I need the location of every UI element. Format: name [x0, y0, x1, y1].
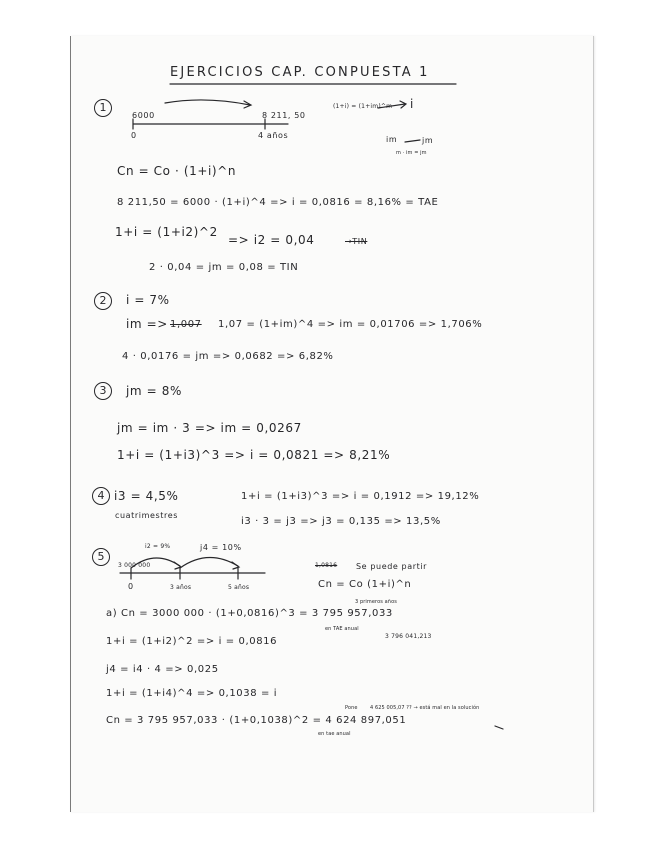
ex3-equation-2: 1+i = (1+i3)^3 => i = 0,0821 => 8,21%	[117, 448, 391, 462]
ex2-equation-1b: 1,07 = (1+im)^4 => im = 0,01706 => 1,706%	[218, 319, 483, 330]
ex1-note-im: im	[386, 135, 398, 144]
ex1-initial-capital: 6000	[132, 111, 155, 120]
ex5-small-tae: en TAE anual	[325, 626, 359, 632]
ex4-equation-1: 1+i = (1+i3)^3 => i = 0,1912 => 19,12%	[241, 491, 480, 502]
ex1-equation-2a: 1+i = (1+i2)^2	[115, 225, 218, 239]
ex5-note: Se puede partir	[356, 562, 428, 571]
ex2-equation-2: 4 · 0,0176 = jm => 0,0682 => 6,82%	[122, 351, 334, 362]
ex1-struck-tin: →TIN	[345, 237, 368, 246]
ex2-given: i = 7%	[126, 293, 170, 307]
ex1-final-capital: 8 211, 50	[262, 111, 306, 120]
ex1-note-jm: jm	[422, 136, 434, 145]
ex1-equation-1: 8 211,50 = 6000 · (1+i)^4 => i = 0,0816 = 8,16% = TAE	[117, 197, 439, 208]
page-title: EJERCICIOS CAP. CONPUESTA 1	[170, 65, 430, 80]
ex5-equation-e: Cn = 3 795 957,033 · (1+0,1038)^2 = 4 624 897,051	[106, 715, 407, 726]
exercise-2-number: 2	[94, 292, 112, 310]
exercise-1-number: 1	[94, 99, 112, 117]
ex5-arc2-label: j4 = 10%	[200, 543, 242, 552]
ex5-equation-b: 1+i = (1+i2)^2 => i = 0,0816	[106, 636, 278, 647]
ex1-time-zero: 0	[131, 131, 137, 140]
ex5-struck-note: 1,0816	[315, 562, 338, 569]
ex2-struck-value: 1,007	[170, 319, 202, 330]
ex1-equation-2b: => i2 = 0,04	[228, 233, 315, 247]
ex5-equation-a: a) Cn = 3000 000 · (1+0,0816)^3 = 3 795 957,033	[106, 608, 393, 619]
ex1-formula: Cn = Co · (1+i)^n	[117, 164, 237, 178]
ex5-note-right: 4 625 005,07 ?? → está mal en la solución	[370, 705, 480, 711]
ex1-equation-3: 2 · 0,04 = jm = 0,08 = TIN	[149, 262, 299, 273]
ex5-time-three: 3 años	[170, 584, 192, 591]
ex3-given: jm = 8%	[126, 384, 182, 398]
ex5-equation-d: 1+i = (1+i4)^4 => 0,1038 = i	[106, 688, 278, 699]
ex1-note-link	[405, 140, 420, 142]
ex5-note-right-prefix: Pone	[345, 705, 358, 711]
ex4-subtitle: cuatrimestres	[115, 511, 179, 520]
ex5-time-five: 5 años	[228, 584, 250, 591]
ex5-small-alternative: 3 796 041,213	[385, 633, 432, 640]
ex5-initial-capital: 3 000 000	[118, 562, 151, 569]
ex3-equation-1: jm = im · 3 => im = 0,0267	[117, 421, 302, 435]
ex1-arc-arrow	[165, 100, 250, 105]
ex1-note-formula: (1+i) = (1+im)^m	[333, 103, 393, 110]
ex5-equation-c: j4 = i4 · 4 => 0,025	[106, 664, 219, 675]
ex1-time-four: 4 años	[258, 131, 289, 140]
ex1-note-relation: m · im = jm	[396, 150, 427, 156]
ex5-check	[495, 726, 503, 729]
ex5-arc1-label: i2 = 9%	[145, 543, 171, 550]
exercise-4-number: 4	[92, 487, 110, 505]
ex4-equation-2: i3 · 3 = j3 => j3 = 0,135 => 13,5%	[241, 516, 441, 527]
ex5-time-zero: 0	[128, 582, 134, 591]
ex4-given: i3 = 4,5%	[114, 489, 179, 503]
ex5-small-first-years: 3 primeros años	[355, 599, 397, 605]
ex2-equation-1a: im =>	[126, 317, 168, 331]
ex1-note-i: i	[410, 97, 414, 111]
exercise-3-number: 3	[94, 382, 112, 400]
ex5-formula: Cn = Co (1+i)^n	[318, 579, 412, 590]
ex5-small-years: en tae anual	[318, 731, 351, 737]
exercise-5-number: 5	[92, 548, 110, 566]
ex5-arc2	[180, 557, 238, 568]
